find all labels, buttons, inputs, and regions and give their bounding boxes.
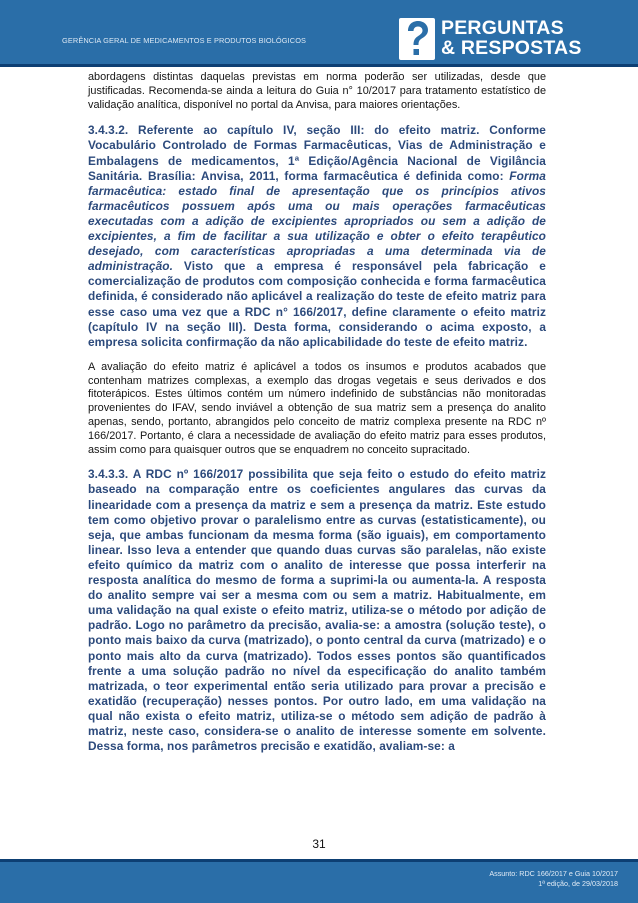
question-3-4-3-3: 3.4.3.3. A RDC nº 166/2017 possibilita que seja feito o estudo do efeito matriz baseado na comparação entre os coeficientes angulares das curvas da linearidade com a presença da matriz e sem a presença da matriz. Este estudo tem como objetivo provar o paralelismo entre as curvas (estatisticamente), ou seja, que ambas funcionam da mesma forma (são iguais), em comportamento linear. Isso leva a entender que quando duas curvas são paralelas, não existe efeito químico da matriz com o analito de interesse que possa interferir na resposta analítica do mesmo de forma a suprimi-la ou aumenta-la. A resposta do analito sempre vai ser a mesma com ou sem a matriz. Habitualmente, em uma validação na qual existe o efeito matriz, utiliza-se o método por adição de padrão. Logo no parâmetro da precisão, avalia-se: a amostra (solução teste), o ponto mais baixo da curva (matrizado), o ponto central da curva (matrizado) e o ponto mais alto da curva (matrizado). Todos esses pontos são quantificados frente a uma solução padrão no nível da especificação do analito também matrizada, o teor experimental então seria utilizado para provar a precisão e exatidão (recuperação) nesses pontos. Por outro lado, em uma validação na qual não exista o efeito matriz, utiliza-se o método sem adição de padrão à matriz, neste caso, considera-se o analito de interesse somente em solvente. Dessa forma, nos parâmetros precisão e exatidão, avaliam-se: a [88, 467, 546, 754]
question-mark-glyph [402, 20, 432, 58]
question-3-4-3-2-tail: Visto que a empresa é responsável pela fabricação e comercialização de produtos com composição conhecida e forma farmacêutica definida, é considerado não aplicável a realização do teste de efeito matriz para esse caso uma vez que a RDC n° 166/2017, define claramente o efeito matriz (capítulo IV na seção III). Desta forma, considerando o acima exposto, a empresa solicita confirmação da não aplicabilidade do teste de efeito matriz. [88, 259, 546, 349]
page-content [88, 71, 546, 765]
question-mark-icon [399, 18, 435, 60]
footer-info [489, 869, 618, 889]
question-3-4-3-2-lead: 3.4.3.2. Referente ao capítulo IV, seção III: do efeito matriz. Conforme Vocabulário Controlado de Formas Farmacêuticas, Vias de Administração e Embalagens de medicamentos, 1ª Edição/Agência Nacional de Vigilância Sanitária. Brasília: Anvisa, 2011, forma farmacêutica é definida como: [88, 123, 546, 183]
intro-paragraph: abordagens distintas daquelas previstas em norma poderão ser utilizadas, desde que justificadas. Recomenda-se ainda a leitura do Guia n° 10/2017 para tratamento estatístico de validação analítica, disponível no portal da Anvisa, para maiores orientações. [88, 71, 546, 111]
footer-edition: 1ª edição, de 29/03/2018 [538, 879, 618, 888]
question-3-4-3-2 [88, 123, 546, 349]
footer-subject: Assunto: RDC 166/2017 e Guia 10/2017 [489, 869, 618, 878]
answer-3-4-3-2: A avaliação do efeito matriz é aplicável a todos os insumos e produtos acabados que contenham matrizes complexas, a exemplo das drogas vegetais e seus derivados e dos fitoterápicos. Estes últimos contém um número indefinido de substâncias não monitoradas provenientes do IFAV, sendo inviável a obtenção de sua matriz sem a presença do analito apenas, sendo, portanto, abrangidos pelo conceito de matriz complexa presente na RDC nº 166/2017. Portanto, é clara a necessidade de avaliação do efeito matriz para esses produtos, assim como para quaisquer outros que se enquadrem no conceito supracitado. [88, 360, 546, 456]
logo-line-2: & RESPOSTAS [441, 37, 582, 59]
logo-title [441, 17, 582, 59]
logo-line-1: PERGUNTAS [441, 17, 564, 39]
header-divider [0, 64, 638, 67]
question-3-4-3-2-quote: Forma farmacêutica: estado final de apresentação que os princípios ativos farmacêuticos possuem após uma ou mais operações farmacêuticas executadas com a adição de excipientes apropriados ou sem a adição de excipientes, a fim de facilitar a sua utilização e obter o efeito terapêutico desejado, com características apropriadas a uma determinada via de administração. [88, 168, 546, 274]
page-number: 31 [312, 837, 326, 851]
department-label: GERÊNCIA GERAL DE MEDICAMENTOS E PRODUTOS BIOLÓGICOS [62, 36, 307, 45]
